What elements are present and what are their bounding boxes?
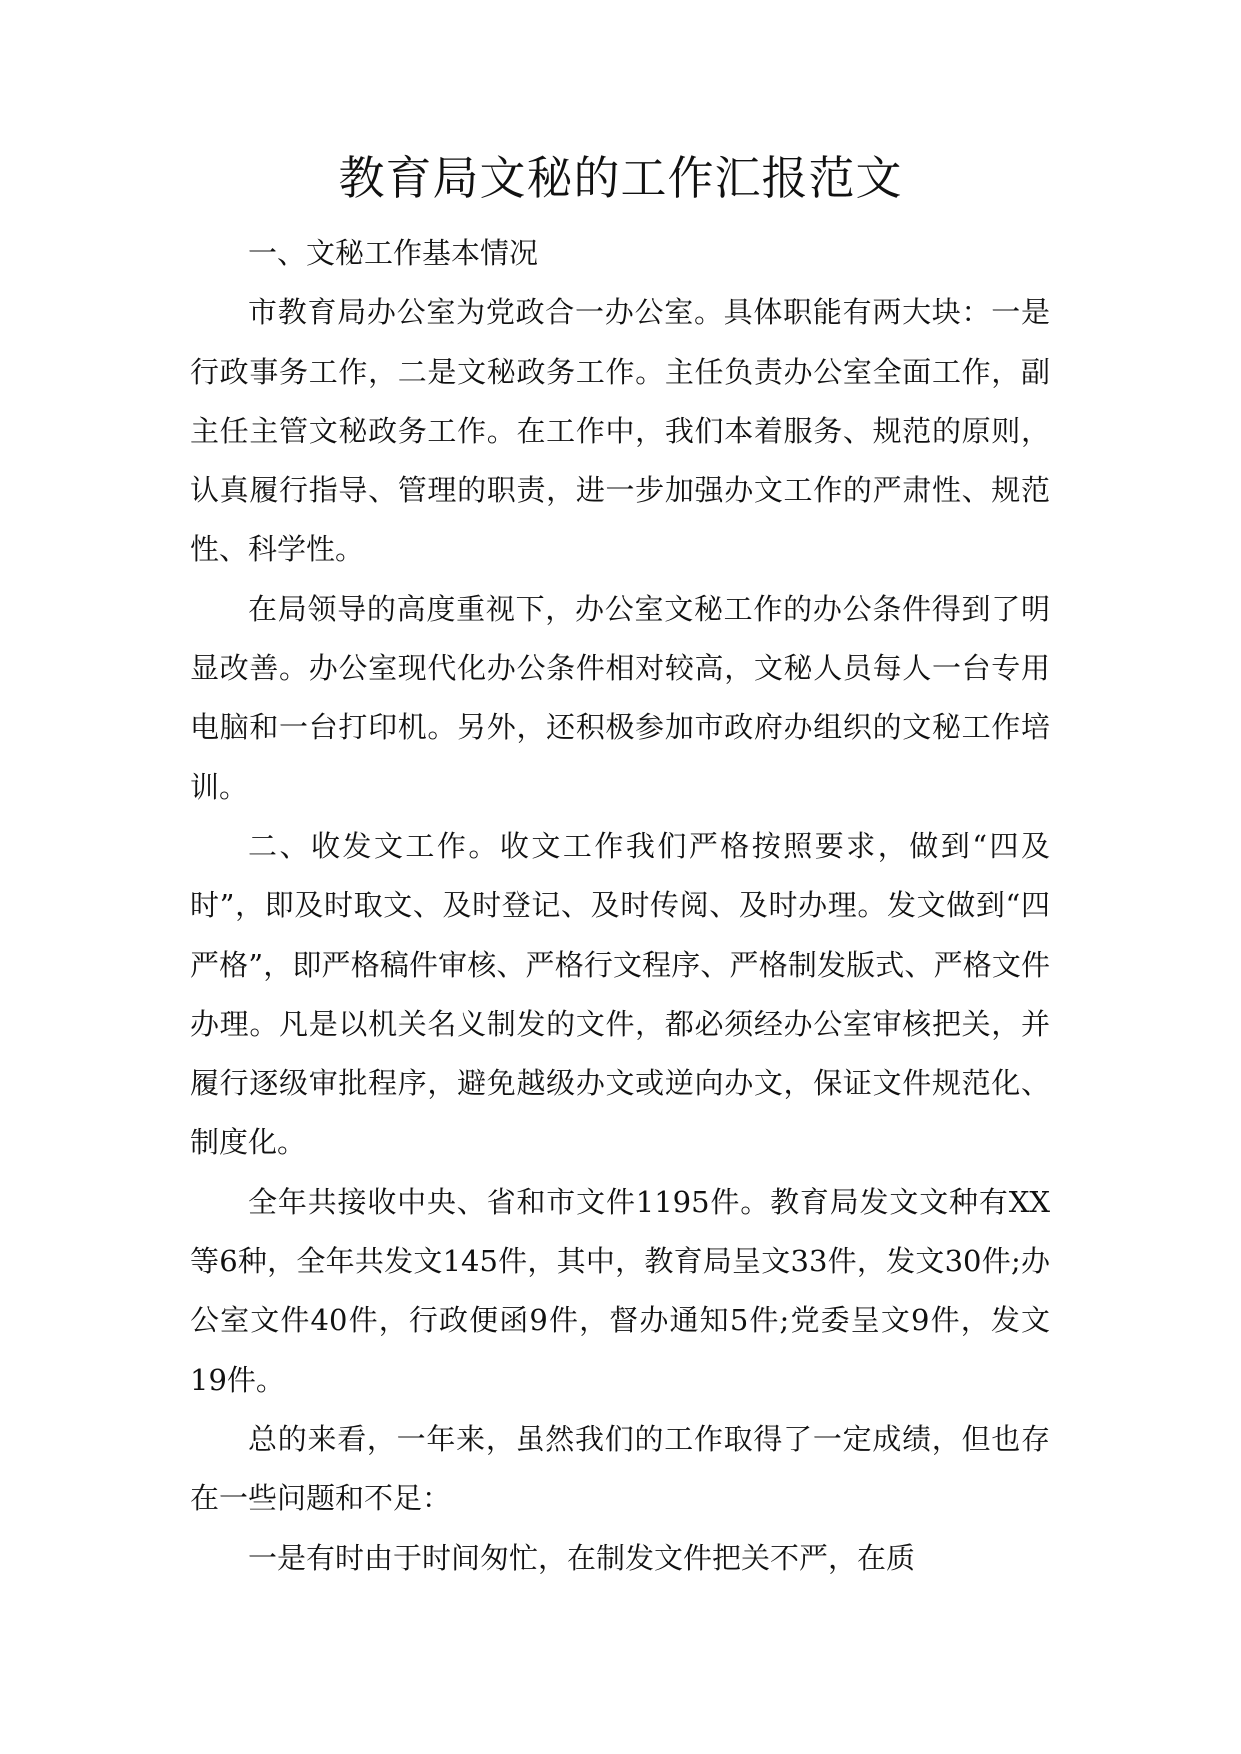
paragraph: 二、收发文工作。收文工作我们严格按照要求，做到“四及时”，即及时取文、及时登记、及时传阅、及时办理。发文做到“四严格”，即严格稿件审核、严格行文程序、严格制发版式、严格文件办理。凡是以机关名义制发的文件，都必须经办公室审核把关，并履行逐级审批程序，避免越级办文或逆向办文，保证文件规范化、制度化。 <box>190 828 1050 1160</box>
paragraph: 在局领导的高度重视下，办公室文秘工作的办公条件得到了明显改善。办公室现代化办公条件相对较高，文秘人员每人一台专用电脑和一台打印机。另外，还积极参加市政府办组织的文秘工作培训。 <box>190 591 1050 804</box>
document-body <box>190 224 1050 1588</box>
document-title: 教育局文秘的工作汇报范文 <box>338 151 903 205</box>
paragraph: 总的来看，一年来，虽然我们的工作取得了一定成绩，但也存在一些问题和不足： <box>190 1421 1050 1516</box>
paragraph: 全年共接收中央、省和市文件1195件。教育局发文文种有XX等6种，全年共发文145件，其中，教育局呈文33件，发文30件;办公室文件40件，行政便函9件，督办通知5件;党委呈文9件，发文19件。 <box>190 1184 1050 1397</box>
paragraph: 一是有时由于时间匆忙，在制发文件把关不严，在质 <box>248 1540 916 1575</box>
section-heading-1: 一、文秘工作基本情况 <box>248 236 539 270</box>
paragraph: 市教育局办公室为党政合一办公室。具体职能有两大块：一是行政事务工作，二是文秘政务工作。主任负责办公室全面工作，副主任主管文秘政务工作。在工作中，我们本着服务、规范的原则，认真履行指导、管理的职责，进一步加强办文工作的严肃性、规范性、科学性。 <box>190 295 1050 567</box>
